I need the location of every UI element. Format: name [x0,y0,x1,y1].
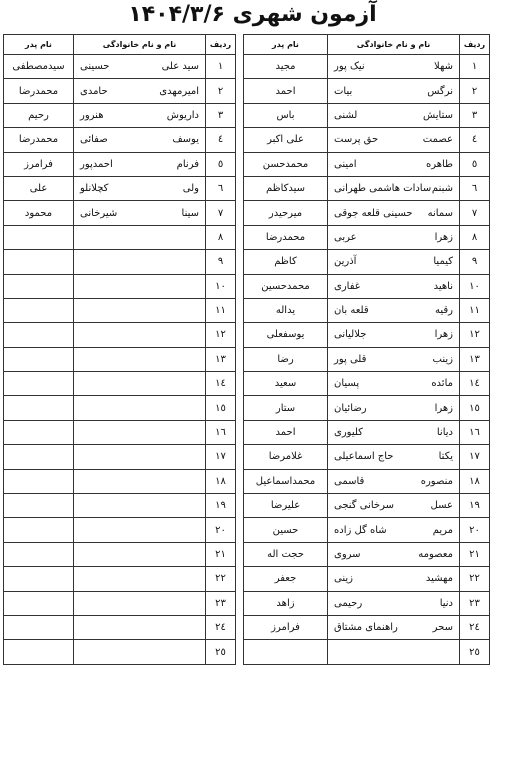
last-name: قلی پور [334,353,367,365]
table-row [4,542,236,566]
row-number-cell: ۲۳ [460,591,490,615]
full-name-cell [74,396,206,420]
row-number-cell: ۱ [206,55,236,79]
table-header-row [244,35,490,55]
last-name: حامدی [80,85,108,97]
full-name-cell [328,298,460,322]
last-name: بیات [334,85,353,97]
first-name: مائده [431,378,453,390]
father-name-cell: یوسفعلی [244,323,328,347]
row-number-cell: ۱٦ [206,420,236,444]
father-name-cell: میرحیدر [244,201,328,225]
father-name-cell: محمدحسین [244,274,328,298]
first-name: مریم [432,524,453,536]
father-name-cell [4,615,74,639]
row-number-cell: ٦ [460,176,490,200]
father-name-header: نام پدر [244,35,328,55]
first-name: کیمیا [433,256,453,268]
full-name-cell [328,518,460,542]
father-name-cell [4,469,74,493]
full-name-cell [328,250,460,274]
father-name-cell [4,567,74,591]
full-name-cell [328,128,460,152]
table-row [244,542,490,566]
table-row [4,494,236,518]
full-name-cell [74,152,206,176]
full-name-cell [74,542,206,566]
table-row [4,274,236,298]
father-name-cell [4,591,74,615]
full-name-cell [328,640,460,664]
last-name: کلیوری [334,427,363,439]
father-name-cell: حجت اله [244,542,328,566]
table-row [244,469,490,493]
row-number-cell: ۲۰ [206,518,236,542]
full-name-cell [328,323,460,347]
table-row [244,396,490,420]
table-row [4,250,236,274]
first-name: ستایش [423,109,453,121]
table-header-row [4,35,236,55]
row-number-cell: ۱۳ [206,347,236,371]
table-row [244,55,490,79]
last-name: سروی [334,549,361,560]
full-name-cell [74,323,206,347]
last-name: حسینی قلعه جوقی [334,207,413,219]
full-name-cell [74,55,206,79]
row-number-cell: ۱٥ [206,396,236,420]
row-number-cell: ۲۳ [206,591,236,615]
full-name-cell [74,615,206,639]
father-name-cell [4,445,74,469]
first-name: سحر [432,622,453,634]
full-name-cell [328,55,460,79]
row-number-cell: ۱۸ [460,469,490,493]
last-name: لشنی [334,109,358,121]
table-row [244,347,490,371]
last-name: آذرین [334,256,357,268]
table-row [4,518,236,542]
full-name-cell [328,176,460,200]
father-name-cell: فرامرز [4,152,74,176]
table-row [4,469,236,493]
first-name: عصمت [422,134,453,146]
father-name-cell: فرامرز [244,615,328,639]
table-row [4,323,236,347]
row-number-cell: ۱۹ [460,494,490,518]
row-number-header: ردیف [206,35,236,55]
first-name: معصومه [418,549,453,560]
full-name-cell [74,103,206,127]
table-row [244,420,490,444]
father-name-cell [4,347,74,371]
full-name-cell [74,79,206,103]
row-number-cell: ۱٥ [460,396,490,420]
table-row [244,274,490,298]
last-name: کچلانلو [80,183,109,195]
first-name: عسل [430,500,453,512]
first-name: سمانه [427,207,453,219]
row-number-cell: ۲٤ [206,615,236,639]
last-name: قاسمی [334,475,365,487]
father-name-cell [4,250,74,274]
father-name-cell [4,225,74,249]
row-number-header: ردیف [460,35,490,55]
table-row [4,128,236,152]
father-name-cell [4,396,74,420]
full-name-cell [328,103,460,127]
full-name-cell [74,201,206,225]
row-number-cell: ۲۰ [460,518,490,542]
full-name-cell [74,591,206,615]
row-number-cell: ٦ [206,176,236,200]
row-number-cell: ۱۰ [460,274,490,298]
father-name-cell: مجید [244,55,328,79]
full-name-cell [74,420,206,444]
full-name-cell [74,567,206,591]
table-row [244,225,490,249]
full-name-cell [328,201,460,225]
row-number-cell: ٥ [460,152,490,176]
row-number-cell: ٤ [460,128,490,152]
father-name-cell: سیدکاظم [244,176,328,200]
table-row [244,640,490,664]
table-row [4,420,236,444]
row-number-cell: ۲۱ [460,542,490,566]
last-name: عربی [334,231,357,243]
last-name: زینی [334,573,353,585]
table-row [4,152,236,176]
first-name: شهلا [434,61,453,73]
full-name-cell [328,225,460,249]
table-row [4,176,236,200]
father-name-cell [4,298,74,322]
table-row [4,591,236,615]
row-number-cell: ۱٤ [460,372,490,396]
full-name-cell [328,615,460,639]
full-name-cell [328,542,460,566]
first-name: دیانا [436,427,453,439]
last-name: سادات هاشمی طهرانی [334,183,432,195]
row-number-cell: ۲۱ [206,542,236,566]
table-row [244,372,490,396]
first-name: زهرا [434,329,453,341]
full-name-cell [328,567,460,591]
row-number-cell: ۱۹ [206,494,236,518]
full-name-cell [74,225,206,249]
father-name-cell: علی اکبر [244,128,328,152]
first-name: یکتا [438,451,453,463]
table-row [4,396,236,420]
first-name: ناهید [433,280,453,292]
table-row [4,79,236,103]
father-name-cell: باس [244,103,328,127]
left-roster-table [3,34,236,665]
full-name-cell [74,445,206,469]
full-name-cell [328,347,460,371]
table-row [244,128,490,152]
row-number-cell: ۱۷ [460,445,490,469]
full-name-cell [328,396,460,420]
full-name-cell [328,152,460,176]
first-name: سینا [181,207,199,219]
father-name-cell [4,640,74,664]
first-name: سید علی [161,61,199,73]
table-row [244,250,490,274]
full-name-cell [74,298,206,322]
row-number-cell: ۲ [460,79,490,103]
father-name-cell: محمدرضا [244,225,328,249]
row-number-cell: ۱۳ [460,347,490,371]
last-name: رضائیان [334,402,367,414]
father-name-cell [4,323,74,347]
table-row [4,225,236,249]
first-name: داریوش [166,109,199,121]
row-number-cell: ٤ [206,128,236,152]
row-number-cell: ۱۲ [460,323,490,347]
father-name-cell [244,640,328,664]
first-name: رقیه [435,305,453,317]
father-name-cell: کاظم [244,250,328,274]
first-name: دنیا [439,597,453,609]
father-name-cell: محمدرضا [4,79,74,103]
row-number-cell: ۲٤ [460,615,490,639]
father-name-cell: جعفر [244,567,328,591]
last-name: هنرور [80,109,104,121]
last-name: پسیان [334,378,360,390]
last-name: امینی [334,158,357,170]
table-row [4,298,236,322]
row-number-cell: ۱۷ [206,445,236,469]
first-name: منصوره [420,475,453,487]
row-number-cell: ۱٦ [460,420,490,444]
row-number-cell: ۱۸ [206,469,236,493]
full-name-header: نام و نام خانوادگی [328,35,460,55]
table-row [4,103,236,127]
table-row [244,152,490,176]
table-row [244,323,490,347]
father-name-cell: محمدحسن [244,152,328,176]
full-name-cell [74,274,206,298]
last-name: جلالیانی [334,329,367,341]
full-name-cell [328,420,460,444]
table-row [4,615,236,639]
first-name: یوسف [172,134,199,146]
table-row [244,518,490,542]
first-name: زینب [432,353,453,365]
row-number-cell: ٥ [206,152,236,176]
full-name-cell [74,347,206,371]
father-name-cell [4,274,74,298]
table-row [4,445,236,469]
last-name: نیک پور [334,61,365,73]
first-name: شبنم [431,183,453,195]
father-name-cell: محمداسماعیل [244,469,328,493]
row-number-cell: ۱۰ [206,274,236,298]
father-name-cell: محمود [4,201,74,225]
father-name-cell: احمد [244,79,328,103]
row-number-cell: ۳ [206,103,236,127]
full-name-cell [328,372,460,396]
father-name-cell: رحیم [4,103,74,127]
last-name: صفائی [80,134,108,146]
full-name-cell [74,128,206,152]
table-row [4,640,236,664]
father-name-cell: ستار [244,396,328,420]
last-name: حق پرست [334,134,379,146]
table-row [244,103,490,127]
father-name-cell [4,420,74,444]
first-name: زهرا [434,231,453,243]
last-name: حسینی [80,61,110,73]
father-name-cell: احمد [244,420,328,444]
first-name: مهشید [425,573,453,585]
last-name: شاه گل زاده [334,524,387,536]
full-name-cell [328,79,460,103]
full-name-cell [74,176,206,200]
row-number-cell: ۲۲ [460,567,490,591]
table-row [244,201,490,225]
table-row [244,79,490,103]
row-number-cell: ۹ [460,250,490,274]
first-name: نرگس [427,85,453,97]
first-name: طاهره [425,158,453,170]
right-roster-table [243,34,490,665]
table-row [4,347,236,371]
first-name: فرنام [176,158,199,170]
full-name-cell [328,445,460,469]
father-name-cell [4,494,74,518]
last-name: قلعه بان [334,305,369,317]
table-row [4,372,236,396]
full-name-cell [74,250,206,274]
table-row [244,494,490,518]
last-name: غفاری [334,280,360,292]
father-name-cell: رضا [244,347,328,371]
last-name: شیرخانی [80,207,118,219]
full-name-cell [328,469,460,493]
full-name-cell [74,469,206,493]
row-number-cell: ۸ [206,225,236,249]
table-row [4,201,236,225]
row-number-cell: ۳ [460,103,490,127]
full-name-header: نام و نام خانوادگی [74,35,206,55]
full-name-cell [328,494,460,518]
first-name: زهرا [434,402,453,414]
father-name-cell: سعید [244,372,328,396]
last-name: رحیمی [334,597,363,609]
father-name-cell: زاهد [244,591,328,615]
father-name-cell: علیرضا [244,494,328,518]
full-name-cell [328,591,460,615]
father-name-cell: علی [4,176,74,200]
father-name-cell [4,518,74,542]
full-name-cell [74,640,206,664]
last-name: راهنمای مشتاق [334,622,398,634]
table-row [244,615,490,639]
row-number-cell: ۱ [460,55,490,79]
table-row [4,55,236,79]
father-name-cell: محمدرضا [4,128,74,152]
page-title: آزمون شهری ۱۴۰۴/۳/۶ [128,2,377,27]
father-name-cell [4,372,74,396]
table-row [244,176,490,200]
row-number-cell: ۱۱ [460,298,490,322]
row-number-cell: ۲٥ [206,640,236,664]
row-number-cell: ۷ [206,201,236,225]
row-number-cell: ۲ [206,79,236,103]
row-number-cell: ۲۲ [206,567,236,591]
row-number-cell: ۲٥ [460,640,490,664]
last-name: سرخانی گنجی [334,500,394,512]
row-number-cell: ۸ [460,225,490,249]
last-name: حاج اسماعیلی [334,451,394,463]
first-name: ولی [182,183,199,195]
table-row [244,591,490,615]
table-row [4,567,236,591]
row-number-cell: ۱۱ [206,298,236,322]
table-row [244,567,490,591]
father-name-cell [4,542,74,566]
father-name-cell: یداله [244,298,328,322]
full-name-cell [74,372,206,396]
first-name: امیرمهدی [159,85,199,97]
row-number-cell: ۷ [460,201,490,225]
row-number-cell: ۱٤ [206,372,236,396]
full-name-cell [328,274,460,298]
table-row [244,445,490,469]
father-name-cell: حسین [244,518,328,542]
father-name-cell: غلامرضا [244,445,328,469]
row-number-cell: ۹ [206,250,236,274]
father-name-header: نام پدر [4,35,74,55]
full-name-cell [74,518,206,542]
father-name-cell: سیدمصطفی [4,55,74,79]
row-number-cell: ۱۲ [206,323,236,347]
last-name: احمدپور [80,158,113,170]
table-row [244,298,490,322]
full-name-cell [74,494,206,518]
